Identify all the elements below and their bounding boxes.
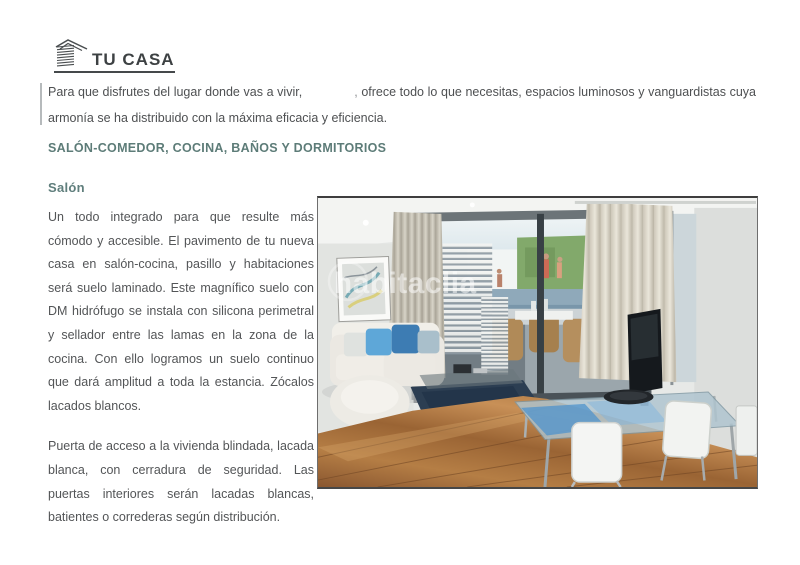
- radiator: [736, 406, 757, 455]
- gap-mark: ,: [354, 85, 358, 99]
- watermark-text: habitaclia: [333, 267, 477, 300]
- ceiling-light: [363, 220, 369, 226]
- living-room-scene: [318, 198, 757, 487]
- page-title-text: TU CASA: [92, 50, 175, 69]
- living-room-photo: [317, 196, 758, 489]
- right-curtain: [579, 202, 677, 382]
- paragraph-doors: Puerta de acceso a la vivienda blindada, lacada blanca, con cerradura de seguridad. Las puertas interiores serán lacadas blancas, batientes o correderas según distribución.: [48, 439, 314, 525]
- intro-text-before-gap: Para que disfrutes del lugar donde vas a vivir,: [48, 85, 303, 99]
- paragraph-flooring: Un todo integrado para que resulte más cómodo y accesible. El pavimento de tu nueva casa en salón-cocina, pasillo y habitaciones será suelo laminado. Este magnífico suelo con DM hidrófugo se instala con silicona perimetral y sellador entre las lamas en la zona de la cocina. Con ello logramos un suelo continuo que dará amplitud a toda la estancia. Zócalos lacados blancos.: [48, 210, 314, 413]
- change-bar: [40, 83, 42, 125]
- intro-text-after-gap: ofrece todo lo que necesitas, espacios luminosos y vanguardistas cuya armonía se ha distribuido con la máxima eficacia y eficiencia.: [48, 85, 756, 125]
- watermark: [329, 262, 477, 300]
- section-heading: SALÓN-COMEDOR, COCINA, BAÑOS Y DORMITORIOS: [48, 141, 387, 155]
- intro-paragraph: [48, 79, 756, 131]
- venetian-blinds: [481, 297, 508, 374]
- dining-chair: [572, 423, 622, 487]
- subsection-heading: Salón: [48, 180, 85, 195]
- body-text-column: [48, 206, 314, 530]
- ceiling-light: [470, 202, 475, 207]
- house-sketch-icon: [54, 38, 89, 69]
- page-title: [54, 38, 175, 73]
- curtain-rail: [575, 201, 756, 204]
